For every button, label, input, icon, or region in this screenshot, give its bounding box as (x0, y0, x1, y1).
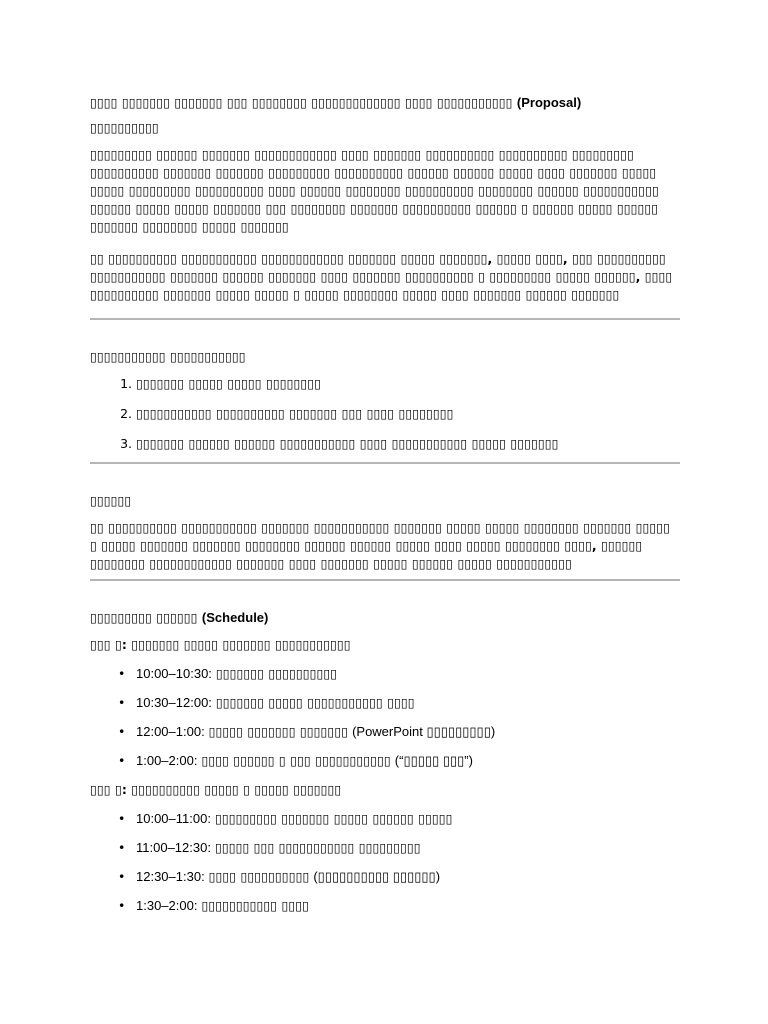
schedule-time: 12:30–1:30: (136, 869, 205, 884)
schedule-item (118, 868, 678, 886)
schedule-item (118, 810, 678, 828)
schedule-time: 1:00–2:00: (136, 753, 198, 768)
intro-paragraph-2: ▯▯ ▯▯▯▯▯▯▯▯▯▯ ▯▯▯▯▯▯▯▯▯▯▯ ▯▯▯▯▯▯▯▯▯▯▯▯ ▯▯▯▯▯▯▯ ▯▯▯▯▯ ▯▯▯▯▯▯▯, ▯▯▯▯▯ ▯▯▯▯, ▯▯▯ ▯▯▯▯▯▯▯▯▯▯ ▯▯▯▯▯▯▯▯▯▯▯ ▯▯▯▯▯▯▯ ▯▯▯▯▯▯ ▯▯▯▯▯▯▯ ▯▯▯▯ ▯▯▯▯▯▯▯ ▯▯▯▯▯▯▯▯▯▯ ▯ ▯▯▯▯▯▯▯▯▯ ▯▯▯▯▯ ▯▯▯▯▯▯, ▯▯▯▯ ▯▯▯▯▯▯▯▯▯▯ ▯▯▯▯▯▯▯ ▯▯▯▯▯ ▯▯▯▯▯ ▯ ▯▯▯▯▯ ▯▯▯▯▯▯▯▯ ▯▯▯▯▯ ▯▯▯▯ ▯▯▯▯▯▯▯ ▯▯▯▯▯▯ ▯▯▯▯▯▯▯ (90, 251, 673, 302)
schedule-desc: ▯▯▯▯▯▯▯▯▯ ▯▯▯▯▯▯▯ ▯▯▯▯▯ ▯▯▯▯▯▯ ▯▯▯▯▯ (214, 811, 453, 826)
schedule-extra: (PowerPoint ▯▯▯▯▯▯▯▯▯) (352, 724, 496, 739)
schedule-item (118, 839, 678, 857)
objectives-heading: ▯▯▯▯▯▯▯▯▯▯▯ ▯▯▯▯▯▯▯▯▯▯▯ (90, 349, 246, 364)
section-divider (90, 318, 680, 320)
schedule-desc: ▯▯▯▯ ▯▯▯▯▯▯ ▯ ▯▯▯ ▯▯▯▯▯▯▯▯▯▯▯ (201, 753, 391, 768)
schedule-time: 11:00–12:30: (136, 840, 211, 855)
schedule-desc: ▯▯▯▯▯▯▯▯▯▯▯ ▯▯▯▯ (201, 898, 309, 913)
title-text: ▯▯▯▯ ▯▯▯▯▯▯▯ ▯▯▯▯▯▯▯ ▯▯▯ ▯▯▯▯▯▯▯▯ ▯▯▯▯▯▯▯▯▯▯▯▯▯ ▯▯▯▯ ▯▯▯▯▯▯▯▯▯▯▯ (90, 95, 513, 110)
day-2-list (90, 810, 678, 915)
section-divider (90, 579, 680, 581)
schedule-section (90, 609, 678, 915)
schedule-item (118, 752, 678, 770)
schedule-item (118, 665, 678, 683)
objective-item: 1. ▯▯▯▯▯▯▯ ▯▯▯▯▯ ▯▯▯▯▯ ▯▯▯▯▯▯▯▯ (136, 375, 678, 393)
objective-item: 2. ▯▯▯▯▯▯▯▯▯▯▯ ▯▯▯▯▯▯▯▯▯▯ ▯▯▯▯▯▯▯ ▯▯▯ ▯▯▯▯ ▯▯▯▯▯▯▯▯ (136, 405, 678, 423)
objective-item: 3. ▯▯▯▯▯▯▯ ▯▯▯▯▯▯ ▯▯▯▯▯▯ ▯▯▯▯▯▯▯▯▯▯▯ ▯▯▯▯ ▯▯▯▯▯▯▯▯▯▯▯ ▯▯▯▯▯ ▯▯▯▯▯▯▯ (136, 435, 678, 453)
schedule-heading-latin: (Schedule) (201, 610, 269, 625)
schedule-desc: ▯▯▯▯ ▯▯▯▯▯▯▯▯▯▯ (208, 869, 310, 884)
intro-heading: ▯▯▯▯▯▯▯▯▯▯ (90, 120, 159, 135)
schedule-item (118, 723, 678, 741)
schedule-heading (90, 609, 678, 627)
schedule-time: 10:30–12:00: (136, 695, 212, 710)
schedule-extra: (“▯▯▯▯▯ ▯▯▯”) (394, 753, 473, 768)
schedule-time: 10:00–11:00: (136, 811, 211, 826)
schedule-time: 12:00–1:00: (136, 724, 205, 739)
schedule-item (118, 897, 678, 915)
scope-heading: ▯▯▯▯▯▯ (90, 493, 132, 508)
scope-section (90, 492, 678, 573)
objectives-list (90, 375, 678, 453)
day-1-list (90, 665, 678, 770)
document-title (90, 94, 678, 112)
schedule-desc: ▯▯▯▯▯▯▯ ▯▯▯▯▯ ▯▯▯▯▯▯▯▯▯▯▯ ▯▯▯▯ (215, 695, 415, 710)
day-1-label: ▯▯▯ ▯: ▯▯▯▯▯▯▯ ▯▯▯▯▯ ▯▯▯▯▯▯▯ ▯▯▯▯▯▯▯▯▯▯▯ (90, 637, 351, 652)
schedule-extra: (▯▯▯▯▯▯▯▯▯▯ ▯▯▯▯▯▯) (313, 869, 441, 884)
day-2-label: ▯▯▯ ▯: ▯▯▯▯▯▯▯▯▯▯ ▯▯▯▯▯ ▯ ▯▯▯▯▯ ▯▯▯▯▯▯▯ (90, 782, 342, 797)
schedule-item (118, 694, 678, 712)
section-divider (90, 462, 680, 464)
schedule-desc: ▯▯▯▯▯ ▯▯▯▯▯▯▯ ▯▯▯▯▯▯▯ (208, 724, 349, 739)
schedule-heading-text: ▯▯▯▯▯▯▯▯▯ ▯▯▯▯▯▯ (90, 610, 198, 625)
schedule-time: 10:00–10:30: (136, 666, 212, 681)
schedule-time: 1:30–2:00: (136, 898, 198, 913)
title-proposal: (Proposal) (516, 95, 582, 110)
schedule-desc: ▯▯▯▯▯▯▯ ▯▯▯▯▯▯▯▯▯▯ (215, 666, 338, 681)
intro-paragraph-1: ▯▯▯▯▯▯▯▯▯ ▯▯▯▯▯▯ ▯▯▯▯▯▯▯ ▯▯▯▯▯▯▯▯▯▯▯▯ ▯▯▯▯ ▯▯▯▯▯▯▯ ▯▯▯▯▯▯▯▯▯▯ ▯▯▯▯▯▯▯▯▯▯ ▯▯▯▯▯▯▯▯▯ ▯▯▯▯▯▯▯▯▯▯ ▯▯▯▯▯▯▯ ▯▯▯▯▯▯▯ ▯▯▯▯▯▯▯▯▯ ▯▯▯▯▯▯▯▯▯▯ ▯▯▯▯▯▯ ▯▯▯▯▯▯ ▯▯▯▯▯ ▯▯▯▯ ▯▯▯▯▯▯▯ ▯▯▯▯▯ ▯▯▯▯▯ ▯▯▯▯▯▯▯▯▯ ▯▯▯▯▯▯▯▯▯▯ ▯▯▯▯ ▯▯▯▯▯▯ ▯▯▯▯▯▯▯▯ ▯▯▯▯▯▯▯▯▯▯ ▯▯▯▯▯▯▯▯ ▯▯▯▯▯▯ ▯▯▯▯▯▯▯▯▯▯▯ ▯▯▯▯▯▯ ▯▯▯▯▯ ▯▯▯▯▯ ▯▯▯▯▯▯▯ ▯▯▯ ▯▯▯▯▯▯▯▯ ▯▯▯▯▯▯▯ ▯▯▯▯▯▯▯▯▯▯ ▯▯▯▯▯▯ ▯ ▯▯▯▯▯▯ ▯▯▯▯▯ ▯▯▯▯▯▯ ▯▯▯▯▯▯▯ ▯▯▯▯▯▯▯▯ ▯▯▯▯▯ ▯▯▯▯▯▯▯ (90, 147, 659, 234)
scope-paragraph: ▯▯ ▯▯▯▯▯▯▯▯▯▯ ▯▯▯▯▯▯▯▯▯▯▯ ▯▯▯▯▯▯▯ ▯▯▯▯▯▯▯▯▯▯▯ ▯▯▯▯▯▯▯ ▯▯▯▯▯ ▯▯▯▯▯ ▯▯▯▯▯▯▯▯ ▯▯▯▯▯▯▯ ▯▯▯▯▯ ▯ ▯▯▯▯▯ ▯▯▯▯▯▯▯ ▯▯▯▯▯▯▯ ▯▯▯▯▯▯▯▯ ▯▯▯▯▯▯ ▯▯▯▯▯▯ ▯▯▯▯▯ ▯▯▯▯ ▯▯▯▯▯ ▯▯▯▯▯▯▯▯ ▯▯▯▯, ▯▯▯▯▯▯ ▯▯▯▯▯▯▯▯ ▯▯▯▯▯▯▯▯▯▯▯▯ ▯▯▯▯▯▯▯ ▯▯▯▯ ▯▯▯▯▯▯▯ ▯▯▯▯▯ ▯▯▯▯▯▯ ▯▯▯▯▯ ▯▯▯▯▯▯▯▯▯▯▯ (90, 520, 671, 571)
objectives-section (90, 348, 678, 453)
schedule-desc: ▯▯▯▯▯ ▯▯▯ ▯▯▯▯▯▯▯▯▯▯▯ ▯▯▯▯▯▯▯▯▯ (214, 840, 421, 855)
